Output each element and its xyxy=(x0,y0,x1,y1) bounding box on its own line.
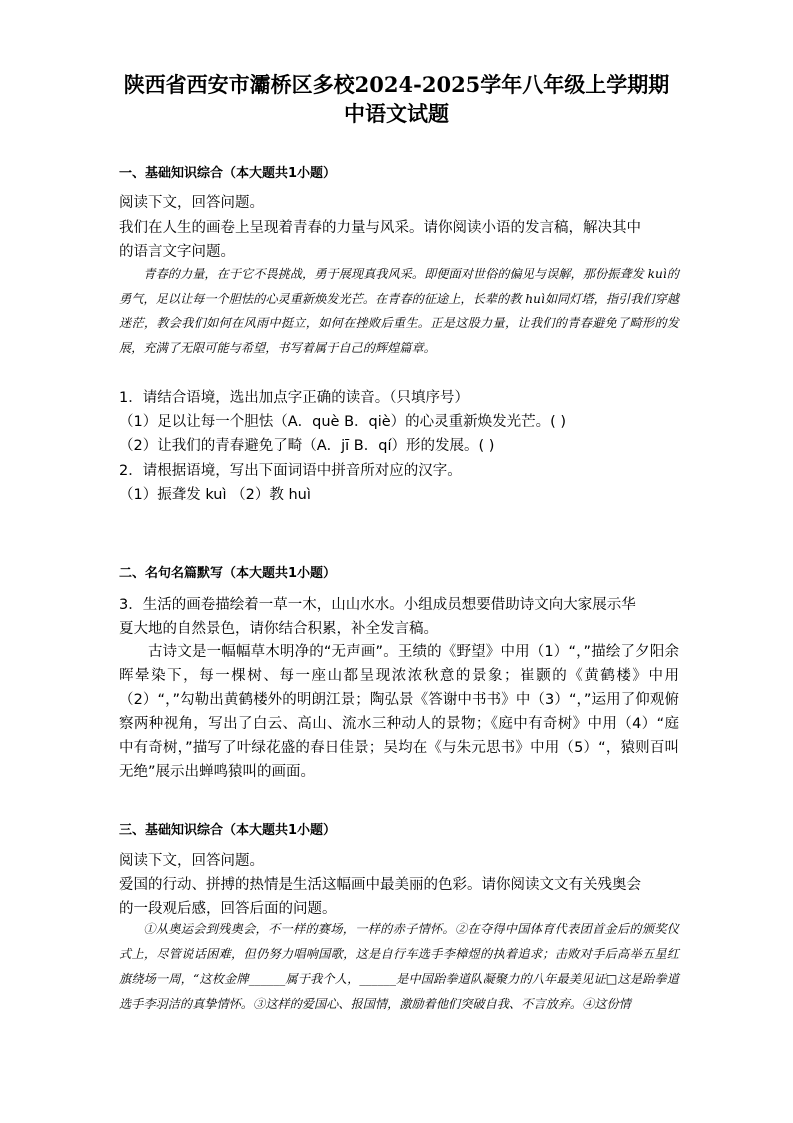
section1-heading: 一、基础知识综合（本大题共1小题） xyxy=(119,166,337,181)
section3-passage xyxy=(119,917,679,1017)
section1-passage xyxy=(119,262,679,360)
question-2: 2．请根据语境，写出下面词语中拼音所对应的汉字。 xyxy=(119,463,462,479)
section3-intro1: 阅读下文，回答问题。 xyxy=(119,853,264,869)
section1-intro2: 我们在人生的画卷上呈现着青春的力量与风采。请你阅读小语的发言稿，解决其中 xyxy=(119,220,641,236)
section1-passage-text: 青春的力量，在于它不畏挑战，勇于展现真我风采。即便面对世俗的偏见与误解，那份振聋发 kuì的勇气，足以让每一个胆怯的心灵重新焕发光芒。在青春的征途上，长辈的教 huì如同灯塔，指引我们穿越迷茫，教会我们如何在风雨中挺立，如何在挫败后重生。正是这股力量，让我们的青春避免了畸形的发展，充满了无限可能与希望，书写着属于自己的辉煌篇章。 xyxy=(119,267,679,355)
question-1-2: （2）让我们的青春避免了畸（A．jī B．qí）形的发展。( ) xyxy=(119,438,495,454)
section2-passage xyxy=(119,640,679,784)
document-title-line2: 中语文试题 xyxy=(344,101,449,126)
question-3-line1: 3．生活的画卷描绘着一草一木，山山水水。小组成员想要借助诗文向大家展示华 xyxy=(119,597,636,613)
section2-passage-text: 古诗文是一幅幅草木明净的“无声画”。王绩的《野望》中用（1）“，”描绘了夕阳余晖晕染下，每一棵树、每一座山都呈现浓浓秋意的景象；崔颢的《黄鹤楼》中用（2）“，”勾勒出黄鹤楼外的明朗江景；陶弘景《答谢中书书》中（3）“，”运用了仰观俯察两种视角，写出了白云、高山、流水三种动人的景物；《庭中有奇树》中用（4）“庭中有奇树，”描写了叶绿花盛的春日佳景；吴均在《与朱元思书》中用（5）“，猿则百叫无绝”展示出蝉鸣猿叫的画面。 xyxy=(119,644,679,780)
section1-intro3: 的语言文字问题。 xyxy=(119,244,235,260)
section3-intro3: 的一段观后感，回答后面的问题。 xyxy=(119,901,337,917)
section1-intro1: 阅读下文，回答问题。 xyxy=(119,195,264,211)
section3-passage-text: ①从奥运会到残奥会，不一样的赛场，一样的赤子情怀。②在夺得中国体育代表团首金后的颁奖仪式上，尽管说话困难，但仍努力唱响国歌，这是自行车选手李樟煜的执着追求；击败对手后高举五星红旗绕场一周，“这枚金牌______属于我个人，______是中国跆拳道队凝聚力的八年最美见证□这是跆拳道选手李羽洁的真挚情怀。③这样的爱国心、报国情，激励着他们突破自我、不言放弃。④这份情 xyxy=(119,922,679,1011)
question-3-line2: 夏大地的自然景色，请你结合积累，补全发言稿。 xyxy=(119,621,438,637)
document-title-line1: 陕西省西安市灞桥区多校2024-2025学年八年级上学期期 xyxy=(123,72,670,97)
section3-heading: 三、基础知识综合（本大题共1小题） xyxy=(119,823,337,838)
section3-intro2: 爱国的行动、拼搏的热情是生活这幅画中最美丽的色彩。请你阅读文文有关残奥会 xyxy=(119,877,641,893)
question-1: 1．请结合语境，选出加点字正确的读音。（只填序号） xyxy=(119,390,469,406)
question-1-1: （1）足以让每一个胆怯（A．què B．qiè）的心灵重新焕发光芒。( ) xyxy=(119,414,567,430)
question-2-items: （1）振聋发 kuì （2）教 huì xyxy=(119,487,311,503)
section2-heading: 二、名句名篇默写（本大题共1小题） xyxy=(119,566,337,581)
